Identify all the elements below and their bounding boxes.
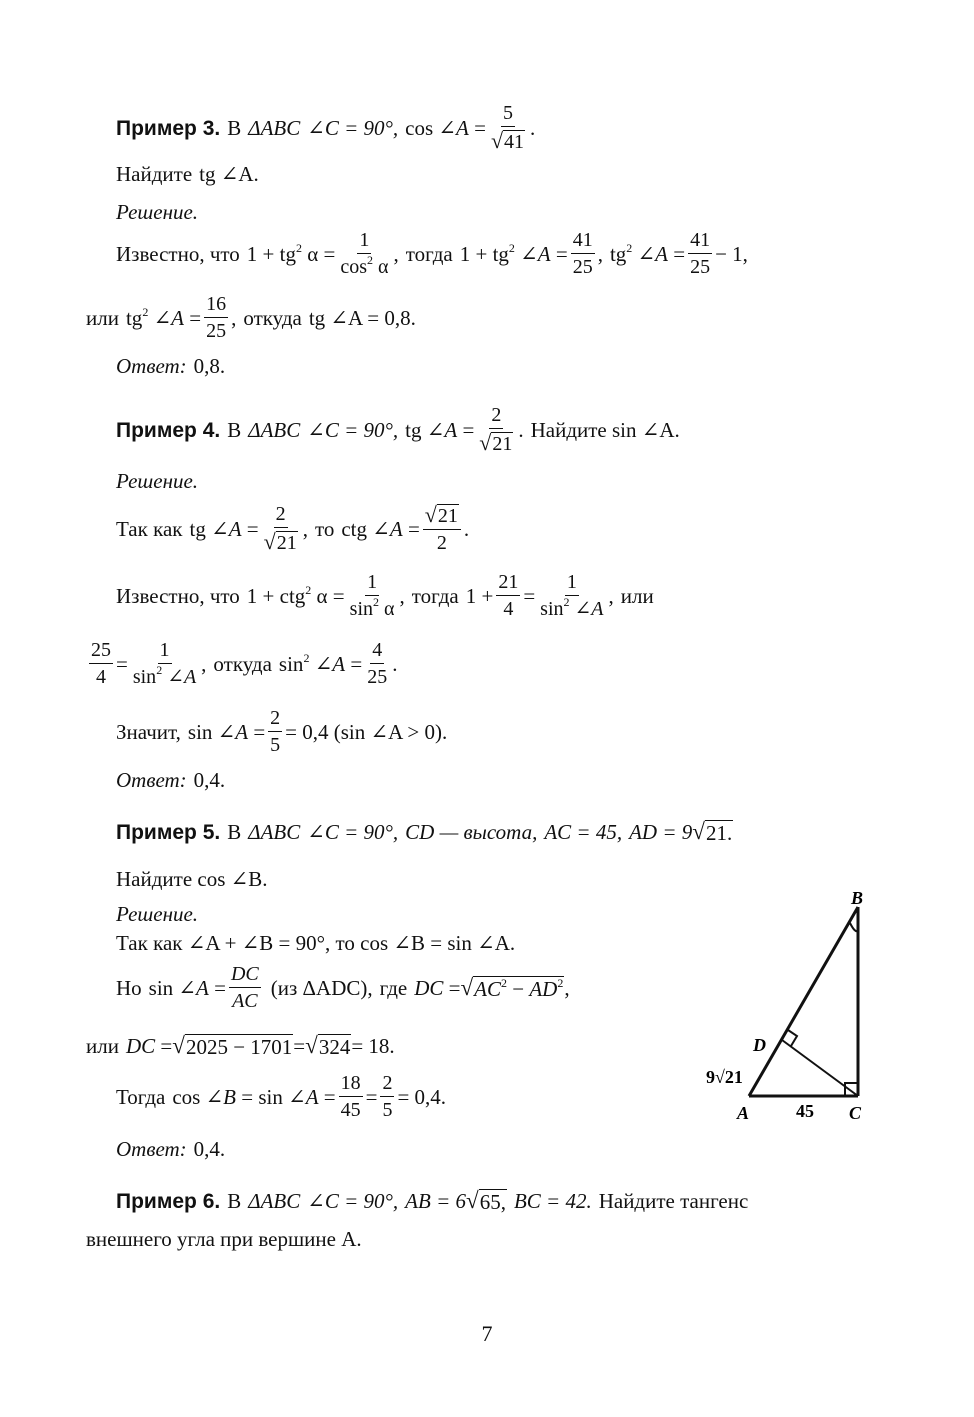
- ex5-line1: Так как ∠A + ∠B = 90°, то cos ∠B = sin ∠A.: [116, 931, 516, 955]
- ex5-task: Найдите cos ∠B.: [116, 867, 268, 891]
- ex6-line2: внешнего угла при вершине A.: [86, 1227, 362, 1251]
- side-ab: [749, 907, 858, 1096]
- ex3-statement: Пример 3. В ΔABC ∠C = 90°, cos ∠A = 5 √ 41 .: [116, 102, 536, 153]
- vertex-a: A: [737, 1103, 750, 1123]
- ex5-line2: Но sin ∠A = $\frac{DC}{AC}$ (из ΔADC), где DC = √ $AC^2 - AD^2$ ,: [116, 963, 570, 1012]
- ex5-line4: Тогда cos ∠B = sin ∠A = $\frac{18}{45}$ = $\frac{2}{5}$ = 0,4.: [116, 1072, 447, 1121]
- vertex-d: D: [753, 1035, 766, 1055]
- ex3-label: Пример 3.: [116, 116, 221, 140]
- label-ac: 45: [796, 1101, 814, 1121]
- ex6-label: Пример 6.: [116, 1189, 221, 1213]
- ex5-label: Пример 5.: [116, 820, 221, 844]
- ex3-solution-label: Решение.: [116, 200, 199, 224]
- triangle-figure: [700, 885, 890, 1135]
- ex4-line2: Известно, что 1 + ctg$^2$ α = $\frac{1}{\sin^2 \alpha}$ , тогда 1 + $\frac{21}{4}$ = $\frac{1}{\sin^2 \angle A}$ , или: [116, 571, 654, 620]
- ex4-statement: Пример 4. В ΔABC ∠C = 90°, tg ∠A = 2 √ 21 . Найдите sin ∠A.: [116, 404, 680, 455]
- ex3-task: Найдите tg ∠A.: [116, 162, 259, 186]
- right-angle-d: [788, 1030, 797, 1046]
- ex4-line1: Так как tg ∠A = 2 √ 21 , то ctg ∠A = √ 21 2 .: [116, 502, 470, 554]
- ex6-statement: Пример 6. В ΔABC ∠C = 90°, AB = 6 √ 65, BC = 42. Найдите тангенс: [116, 1187, 749, 1214]
- ex4-label: Пример 4.: [116, 418, 221, 442]
- page-number: 7: [481, 1321, 493, 1346]
- ex5-statement: Пример 5. В ΔABC ∠C = 90°, CD — высота, AC = 45, AD = 9 √ 21.: [116, 818, 733, 845]
- ex5-answer: Ответ: 0,4.: [116, 1137, 226, 1161]
- ex3-line2: или $tg^2$ ∠A = $\frac{16}{25}$ , откуда tg ∠A = 0,8.: [86, 293, 416, 342]
- ex4-solution-label: Решение.: [116, 469, 199, 493]
- ex3-line1: Известно, что $1 + tg^2$ α = $\frac{1}{\cos^2 \alpha}$ , тогда $1 + tg^2$ ∠A = $\frac{41}{25}$ , $tg^2$ ∠A = $\frac{41}{25}$ − 1,: [116, 229, 748, 278]
- ex3-answer: Ответ: 0,8.: [116, 354, 226, 378]
- vertex-b: B: [851, 888, 864, 908]
- ex4-line4: Значит, sin ∠A = $\frac{2}{5}$ = 0,4 (sin ∠A > 0).: [116, 707, 448, 756]
- altitude-cd: [782, 1040, 858, 1096]
- ex4-answer: Ответ: 0,4.: [116, 768, 226, 792]
- label-ad: 9√21: [706, 1067, 743, 1087]
- ex3-cos-fraction: 5 √ 41: [490, 102, 525, 153]
- ex5-solution-label: Решение.: [116, 902, 199, 926]
- vertex-c: C: [849, 1103, 862, 1123]
- ex4-line3: $\frac{25}{4}$ = $\frac{1}{\sin^2 \angle A}$ , откуда $\sin^2$ ∠A = $\frac{4}{25}$ .: [91, 639, 398, 688]
- ex5-line3: или DC = √ 2025 − 1701 = √ 324 = 18.: [86, 1032, 395, 1059]
